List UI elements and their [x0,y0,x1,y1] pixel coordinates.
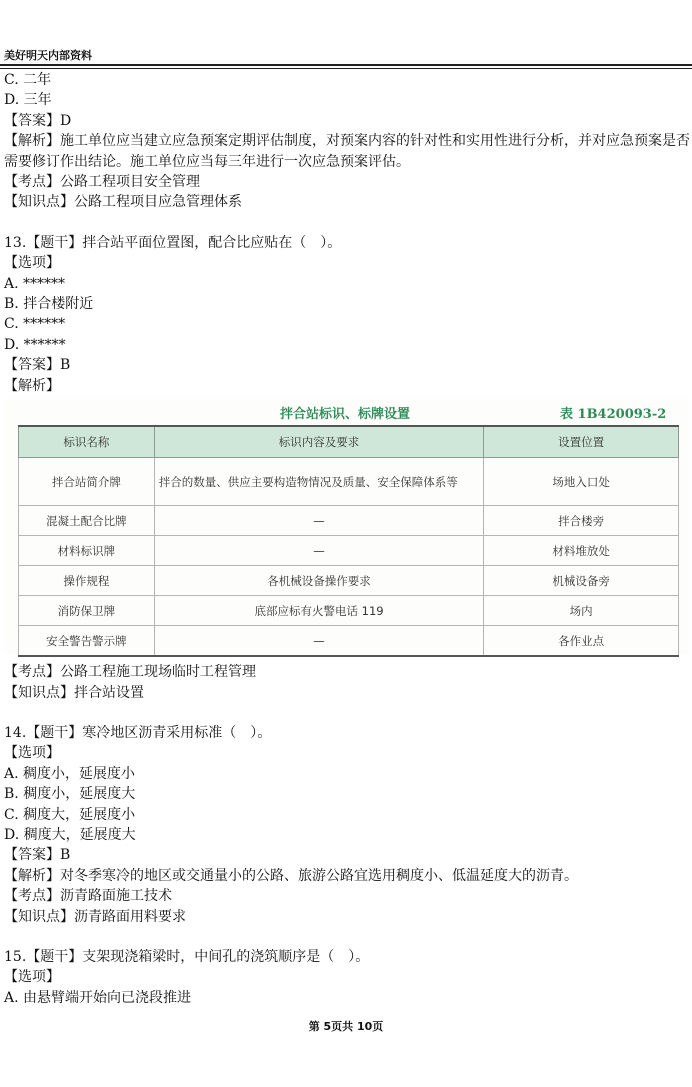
q13-options-label: 【选项】 [4,255,60,272]
q13-option-b: B. 拌合楼附近 [4,296,94,313]
table-cell: 安全警告警示牌 [19,626,155,657]
table-row [19,536,679,566]
page-header: 美好明天内部资料 [4,49,92,62]
q15-stem: 15.【题干】支架现浇箱梁时，中间孔的浇筑顺序是（ ）。 [4,948,370,965]
q13-option-c: C. ****** [4,316,66,333]
q13-option-a: A. ****** [4,275,66,292]
table-cell: 拌合的数量、供应主要构造物情况及质量、安全保障体系等 [154,458,483,506]
table-row [19,596,679,626]
q12-analysis: 【解析】施工单位应当建立应急预案定期评估制度，对预案内容的针对性和实用性进行分析，并对应急预案是否需要修订作出结论。施工单位应当每三年进行一次应急预案评估。 [4,133,690,170]
header-rule-thick [0,64,692,66]
table-cell: 场内 [484,596,679,626]
table-cell: — [154,626,483,657]
table-row [19,626,679,657]
page-footer: 第 5页共 10页 [308,1020,384,1033]
table-cell: 各机械设备操作要求 [154,566,483,596]
q13-analysis-label: 【解析】 [4,377,60,394]
table-cell: — [154,506,483,536]
table-cell: 操作规程 [19,566,155,596]
table-number: 表 1B420093-2 [560,407,667,423]
q13-zhishidian: 【知识点】拌合站设置 [4,684,144,701]
table-row [19,566,679,596]
q14-option-c: C. 稠度大，延展度小 [4,806,136,823]
table-header-row [19,426,679,458]
q14-zhishidian: 【知识点】沥青路面用料要求 [4,908,186,925]
q12-option-c: C. 二年 [4,72,52,88]
q13-stem: 13.【题干】拌合站平面位置图，配合比应贴在（ ）。 [4,234,342,251]
q14-option-d: D. 稠度大，延展度大 [4,826,136,843]
q14-kaodian: 【考点】沥青路面施工技术 [4,888,172,905]
table-header-cell: 设置位置 [484,426,679,458]
table-cell: 各作业点 [484,626,679,657]
table-cell: 场地入口处 [484,458,679,506]
table-cell: 混凝土配合比牌 [19,506,155,536]
q14-options-label: 【选项】 [4,745,60,762]
q13-option-d: D. ****** [4,336,66,353]
table-cell: 拌合楼旁 [484,506,679,536]
sign-table-figure [4,399,690,654]
table-row [19,506,679,536]
table-header-cell: 标识内容及要求 [154,426,483,458]
table-cell: 底部应标有火警电话 119 [154,596,483,626]
q14-analysis: 【解析】对冬季寒冷的地区或交通量小的公路、旅游公路宜选用稠度小、低温延度大的沥青。 [4,867,578,884]
table-cell: 机械设备旁 [484,566,679,596]
table-cell: 消防保卫牌 [19,596,155,626]
sign-table [18,425,679,657]
table-row [19,458,679,506]
table-cell: 材料标识牌 [19,536,155,566]
q14-answer: 【答案】B [4,847,71,864]
q14-option-a: A. 稠度小，延展度小 [4,765,136,782]
table-title: 拌合站标识、标牌设置 [280,407,411,423]
q12-option-d: D. 三年 [4,92,52,109]
page-content [4,70,690,1008]
table-cell: 拌合站简介牌 [19,458,155,506]
q14-option-b: B. 稠度小，延展度大 [4,786,136,803]
q15-options-label: 【选项】 [4,969,60,986]
q13-answer: 【答案】B [4,357,71,374]
header-rule-thin [0,68,692,69]
table-header-cell: 标识名称 [19,426,155,458]
q15-option-a: A. 由悬臂端开始向已浇段推进 [4,989,192,1006]
q13-kaodian: 【考点】公路工程施工现场临时工程管理 [4,664,256,681]
q14-stem: 14.【题干】寒冷地区沥青采用标准（ ）。 [4,724,272,741]
q12-zhishidian: 【知识点】公路工程项目应急管理体系 [4,194,242,211]
q12-answer: 【答案】D [4,112,72,129]
table-cell: 材料堆放处 [484,536,679,566]
table-cell: — [154,536,483,566]
q12-kaodian: 【考点】公路工程项目安全管理 [4,174,200,191]
